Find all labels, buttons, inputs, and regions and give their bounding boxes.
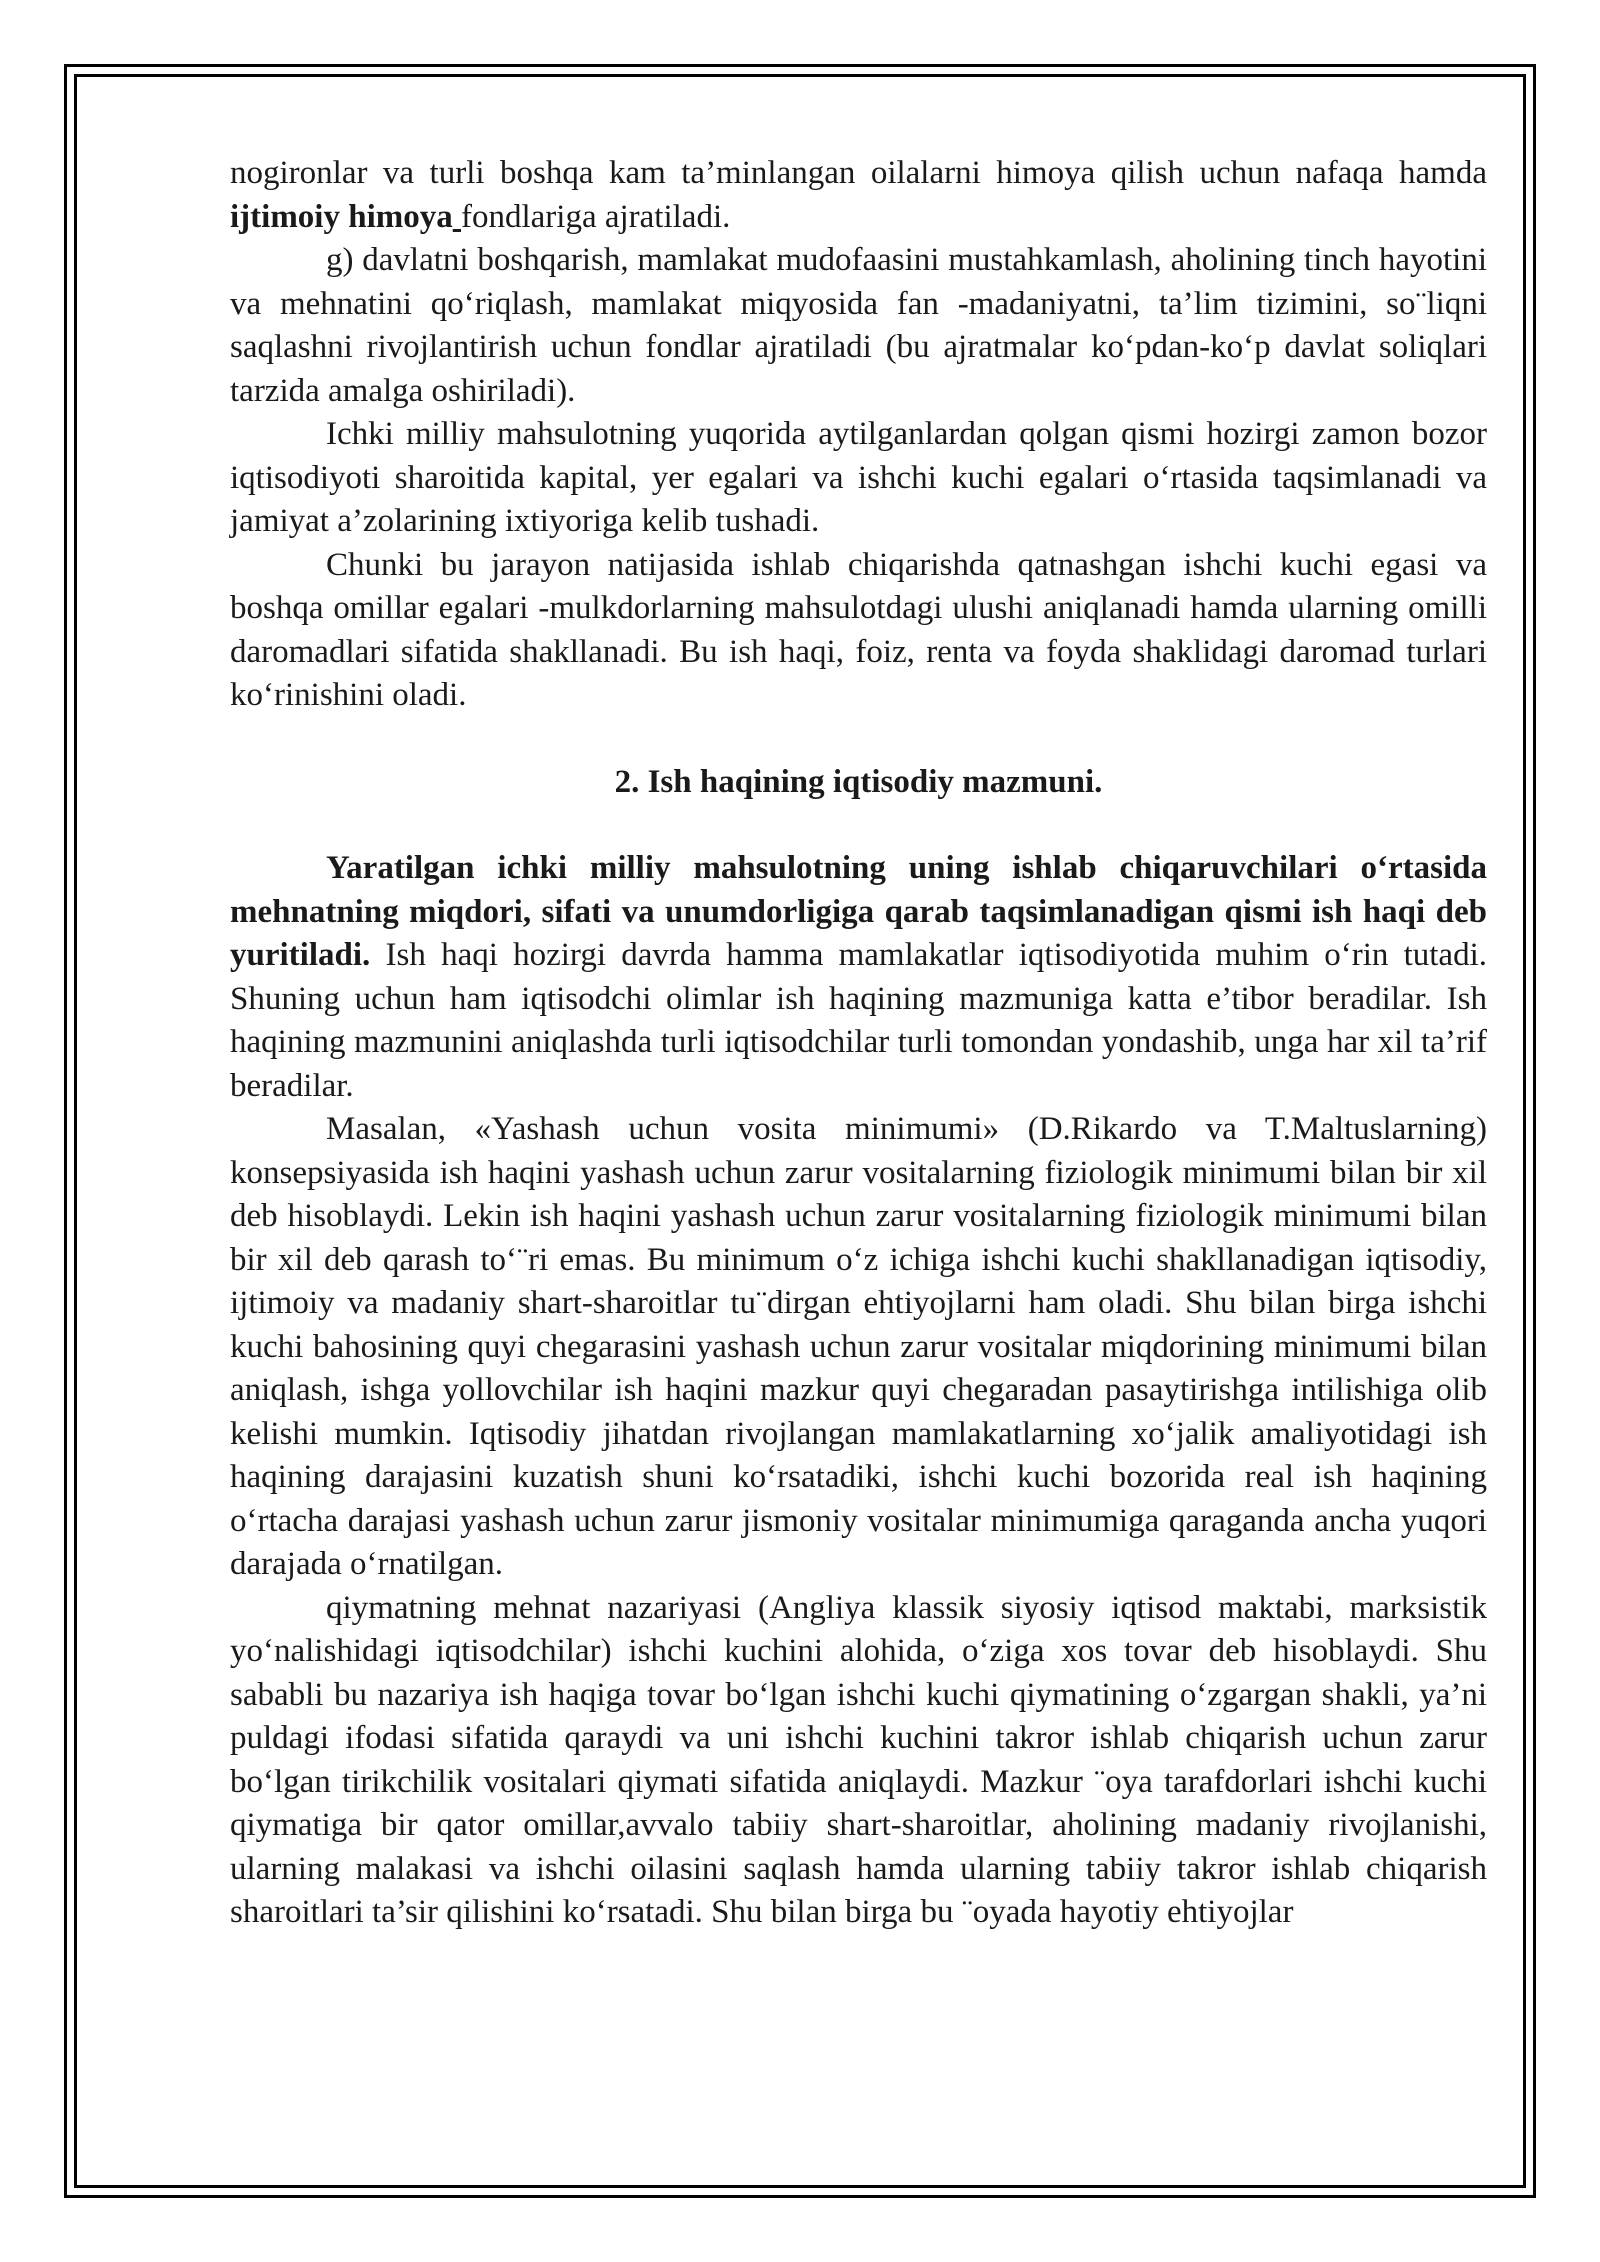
paragraph-subsistence-minimum: Masalan, «Yashash uchun vosita minimumi» (D.Rikardo va T.Maltuslarning) konsepsiyasida ish haqini yashash uchun zarur vositalarning fiziologik minimumi bilan bir xil deb hisoblaydi. Lekin ish haqini yashash uchun zarur vositalarning fiziologik minimumi bilan bir xil deb qarash to‘¨ri emas. Bu minimum o‘z ichiga ishchi kuchi shakllanadigan iqtisodiy, ijtimoiy va madaniy shart-sharoitlar tu¨dirgan ehtiyojlarni ham oladi. Shu bilan birga ishchi kuchi bahosining quyi chegarasini yashash uchun zarur vositalar miqdorining minimumi bilan aniqlash, ishga yollovchilar ish haqini mazkur quyi chegaradan pasaytirishga intilishiga olib kelishi mumkin. Iqtisodiy jihatdan rivojlangan mamlakatlarning xo‘jalik amaliyotidagi ish haqining darajasini kuzatish shuni ko‘rsatadiki, ishchi kuchi bozorida real ish haqining o‘rtacha darajasi yashash uchun zarur jismoniy vositalar minimumiga qaraganda ancha yuqori darajada o‘rnatilgan. <box>230 1111 1487 1582</box>
paragraph-text-end: fondlariga ajratiladi. <box>460 198 731 235</box>
paragraph-text: nogironlar va turli boshqa kam ta’minlangan oilalarni himoya qilish uchun nafaqa hamda <box>230 155 1487 191</box>
bold-term-social-protection: ijtimoiy himoya <box>230 198 453 235</box>
paragraph-wage-definition <box>230 847 1487 1108</box>
underlined-space <box>453 199 461 235</box>
paragraph-factor-incomes: Chunki bu jarayon natijasida ishlab chiqarishda qatnashgan ishchi kuchi egasi va boshqa omillar egalari -mulkdorlarning mahsulotdagi ulushi aniqlanadi hamda ularning omilli daromadlari sifatida shakllanadi. Bu ish haqi, foiz, renta va foyda shaklidagi daromad turlari ko‘rinishini oladi. <box>230 546 1487 713</box>
wage-definition-text: Ish haqi hozirgi davrda hamma mamlakatlar iqtisodiyotida muhim o‘rin tutadi. Shuning uchun ham iqtisodchi olimlar ish haqining mazmuniga katta e’tibor beradilar. Ish haqining mazmunini aniqlashda turli iqtisodchilar turli tomondan yondashib, unga har xil ta’rif beradilar. <box>230 937 1487 1104</box>
section-heading: 2. Ish haqining iqtisodiy mazmuni. <box>614 763 1103 800</box>
paragraph-remaining-product: Ichki milliy mahsulotning yuqorida aytilganlardan qolgan qismi hozirgi zamon bozor iqtisodiyoti sharoitida kapital, yer egalari va ishchi kuchi egalari o‘rtasida taqsimlanadi va jamiyat a’zolarining ixtiyoriga kelib tushadi. <box>230 416 1487 539</box>
paragraph-state-funds: g) davlatni boshqarish, mamlakat mudofaasini mustahkamlash, aholining tinch hayotini va mehnatini qo‘riqlash, mamlakat miqyosida fan -madaniyatni, ta’lim tizimini, so¨liqni saqlashni rivojlantirish uchun fondlar ajratiladi (bu ajratmalar ko‘pdan-ko‘p davlat soliqlari tarzida amalga oshiriladi). <box>230 242 1487 409</box>
paragraph-labor-theory: qiymatning mehnat nazariyasi (Angliya klassik siyosiy iqtisod maktabi, marksistik yo‘nalishidagi iqtisodchilar) ishchi kuchini alohida, o‘ziga xos tovar deb hisoblaydi. Shu sababli bu nazariya ish haqiga tovar bo‘lgan ishchi kuchi qiymatining o‘zgargan shakli, ya’ni puldagi ifodasi sifatida qaraydi va uni ishchi kuchini takror ishlab chiqarish uchun zarur bo‘lgan tirikchilik vositalari qiymati sifatida aniqlaydi. Mazkur ¨oya tarafdorlari ishchi kuchi qiymatiga bir qator omillar,avvalo tabiiy shart-sharoitlar, aholining madaniy rivojlanishi, ularning malakasi va ishchi oilasini saqlash hamda ularning tabiiy takror ishlab chiqarish sharoitlari ta’sir qilishini ko‘rsatadi. Shu bilan birga bu ¨oyada hayotiy ehtiyojlar <box>230 1589 1487 1930</box>
paragraph-social-protection <box>230 152 1487 239</box>
document-body <box>230 152 1487 1935</box>
wage-definition-bold: Yaratilgan ichki milliy mahsulotning uning ishlab chiqaruvchilari o‘rtasida mehnatning miqdori, sifati va unumdorligiga qarab taqsimlanadigan qismi ish haqi deb yuritiladi. <box>230 850 1487 973</box>
